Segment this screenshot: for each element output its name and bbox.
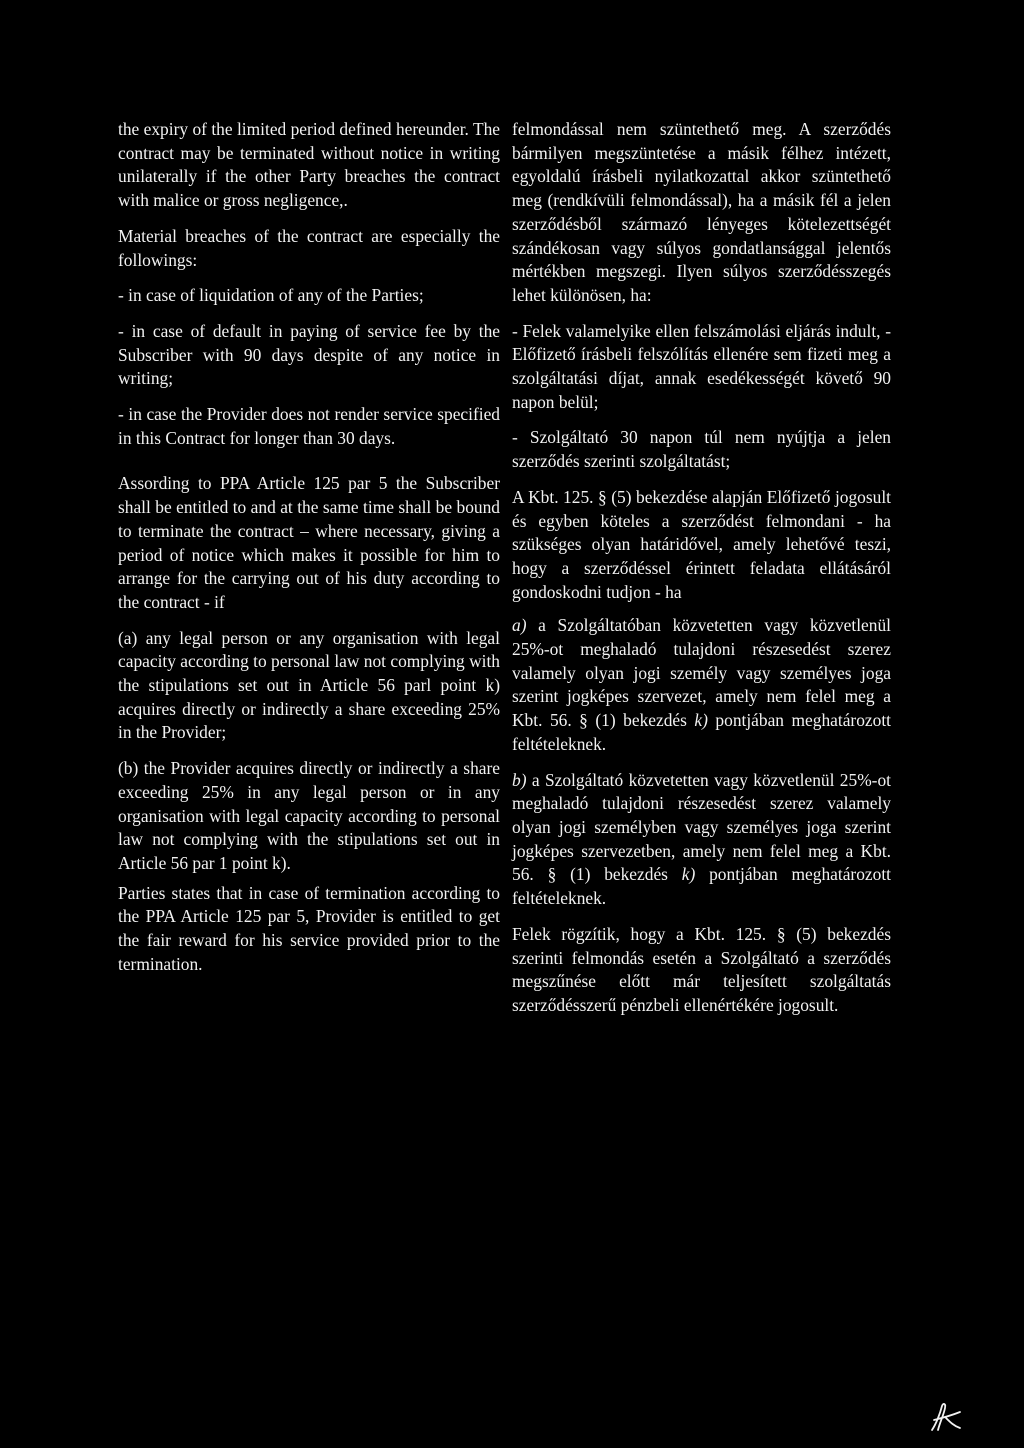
english-item-provider-service: - in case the Provider does not render service specified in this Contract for longer than 30 days. [118, 404, 500, 448]
item-a-text: a Szolgáltatóban közvetetten vagy közvetlenül 25%-ot meghaladó tulajdoni részesedést szerez valamely olyan jogi személy vagy személyes joga szerint jogképes szervezet, amely nem felel meg a Kbt. 56. § (1) bekezdés [512, 615, 891, 731]
item-a-marker: a) [512, 615, 527, 636]
hungarian-item-b [512, 769, 891, 911]
item-a-point-k: k) [694, 710, 708, 731]
hungarian-paragraph-kbt-article: A Kbt. 125. § (5) bekezdése alapján Előfizető jogosult és egyben köteles a szerződést felmondani - ha szükséges olyan határidővel, amely lehetővé teszi, hogy a szerződéssel érintett feladata ellátásáról gondoskodni tudjon - ha [512, 486, 891, 602]
initials-signature [928, 1400, 964, 1434]
item-b-text: a Szolgáltató közvetetten vagy közvetlenül 25%-ot meghaladó tulajdoni részesedést szerez valamely olyan jogi személyben vagy személyes joga szerint jogképes szervezetben, amely nem felel meg a Kbt. 56. § (1) bekezdés [512, 769, 891, 885]
english-item-default-payment: - in case of default in paying of service fee by the Subscriber with 90 days despite of any notice in writing; [118, 320, 500, 389]
english-item-a: (a) any legal person or any organisation with legal capacity according to personal law not complying with the stipulations set out in Article 56 parl point k) acquires directly or indirectly a share exceeding 25% in the Provider; [118, 627, 500, 743]
item-b-marker: b) [512, 769, 527, 790]
english-item-b: (b) the Provider acquires directly or indirectly a share exceeding 25% in any legal person or in any organisation with legal capacity according to personal law not complying with the stipulations set out in Article 56 par 1 point k). [118, 758, 500, 873]
hungarian-item-a [512, 614, 891, 756]
english-item-liquidation: - in case of liquidation of any of the Parties; [118, 285, 424, 306]
english-paragraph-ppa-article: Assording to PPA Article 125 par 5 the Subscriber shall be entitled to and at the same time shall be bound to terminate the contract – where necessary, giving a period of notice which makes it possible for him to arrange for the carrying out of his duty according to the contract - if [118, 473, 500, 612]
english-paragraph-termination: the expiry of the limited period defined hereunder. The contract may be terminated without notice in writing unilaterally if the other Party breaches the contract with malice or gross negligence,. [118, 119, 500, 211]
english-paragraph-material-breaches: Material breaches of the contract are especially the followings: [118, 225, 500, 270]
hungarian-item-liquidation-payment: - Felek valamelyike ellen felszámolási eljárás indult, - Előfizető írásbeli felszólítás ellenére sem fizeti meg a szolgáltatási díjat, annak esedékességét követő 90 napon belül; [512, 320, 891, 412]
hungarian-paragraph-fair-reward: Felek rögzítik, hogy a Kbt. 125. § (5) bekezdés szerinti felmondás esetén a Szolgáltató a szerződés megszűnése előtt már teljesített szolgáltatás szerződésszerű pénzbeli ellenértékére jogosult. [512, 923, 891, 1015]
hungarian-column [512, 118, 891, 1030]
item-b-point-k: k) [681, 864, 696, 885]
hungarian-item-provider-service: - Szolgáltató 30 napon túl nem nyújtja a jelen szerződés szerinti szolgáltatást; [512, 427, 891, 472]
english-column [118, 118, 500, 989]
item-b-text-end: pontjában meghatározott feltételeknek. [512, 864, 891, 909]
english-paragraph-fair-reward: Parties states that in case of termination according to the PPA Article 125 par 5, Provider is entitled to get the fair reward for his service provided prior to the termination. [118, 882, 500, 974]
hungarian-paragraph-termination: felmondással nem szüntethető meg. A szerződés bármilyen megszüntetése a másik félhez intézett, egyoldalú írásbeli nyilatkozattal akkor szüntethető meg (rendkívüli felmondással), ha a másik fél a jelen szerződésből származó lényeges kötelezettségét szándékosan vagy súlyos gondatlansággal jelentős mértékben megszegi. Ilyen súlyos szerződésszegés lehet különösen, ha: [512, 119, 891, 305]
item-a-text-end: pontjában meghatározott feltételeknek. [512, 710, 891, 754]
